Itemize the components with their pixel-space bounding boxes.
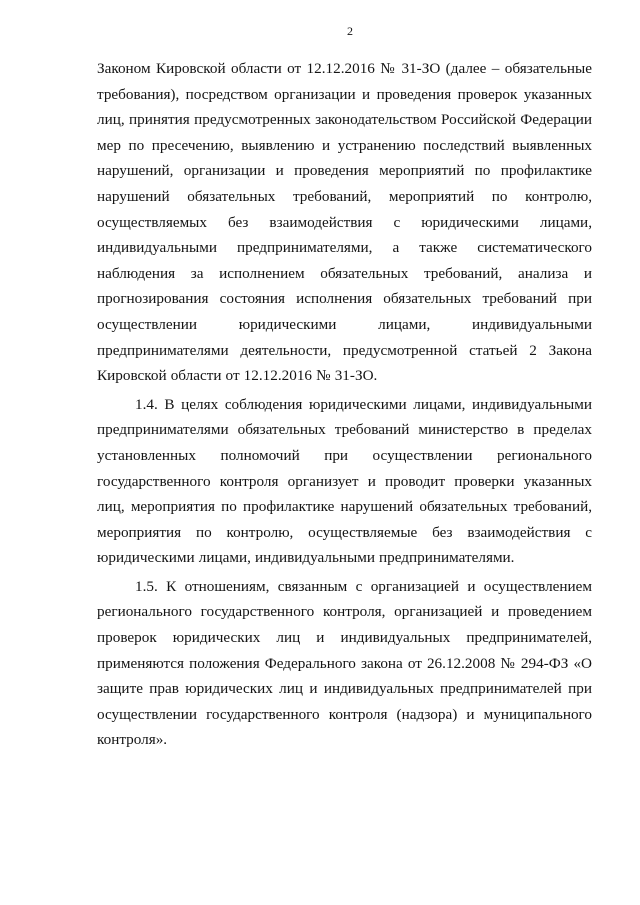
document-body	[97, 56, 592, 753]
paragraph-1-4: 1.4. В целях соблюдения юридическими лицами, индивидуальными предпринимателями обязательных требований министерство в пределах установленных полномочий при осуществлении регионального государственного контроля организует и проводит проверки указанных лиц, мероприятия по профилактике нарушений обязательных требований, мероприятия по контролю, осуществляемые без взаимодействия с юридическими лицами, индивидуальными предпринимателями.	[97, 395, 592, 567]
paragraph-continuation: Законом Кировской области от 12.12.2016 № 31-ЗО (далее – обязательные требования), посредством организации и проведения проверок указанных лиц, принятия предусмотренных законодательством Российской Федерации мер по пресечению, выявлению и устранению последствий выявленных нарушений, организации и проведения мероприятий по профилактике нарушений обязательных требований, мероприятий по контролю, осуществляемых без взаимодействия с юридическими лицами, индивидуальными предпринимателями, а также систематического наблюдения за исполнением обязательных требований, анализа и прогнозирования состояния исполнения обязательных требований при осуществлении юридическими лицами, индивидуальными предпринимателями деятельности, предусмотренной статьей 2 Закона Кировской области от 12.12.2016 № 31-ЗО.	[97, 60, 592, 385]
paragraph-1-5: 1.5. К отношениям, связанным с организацией и осуществлением регионального государственного контроля, организацией и проведением проверок юридических лиц и индивидуальных предпринимателей, применяются положения Федерального закона от 26.12.2008 № 294-ФЗ «О защите прав юридических лиц и индивидуальных предпринимателей при осуществлении государственного контроля (надзора) и муниципального контроля».	[97, 577, 592, 749]
page-number: 2	[347, 24, 353, 38]
